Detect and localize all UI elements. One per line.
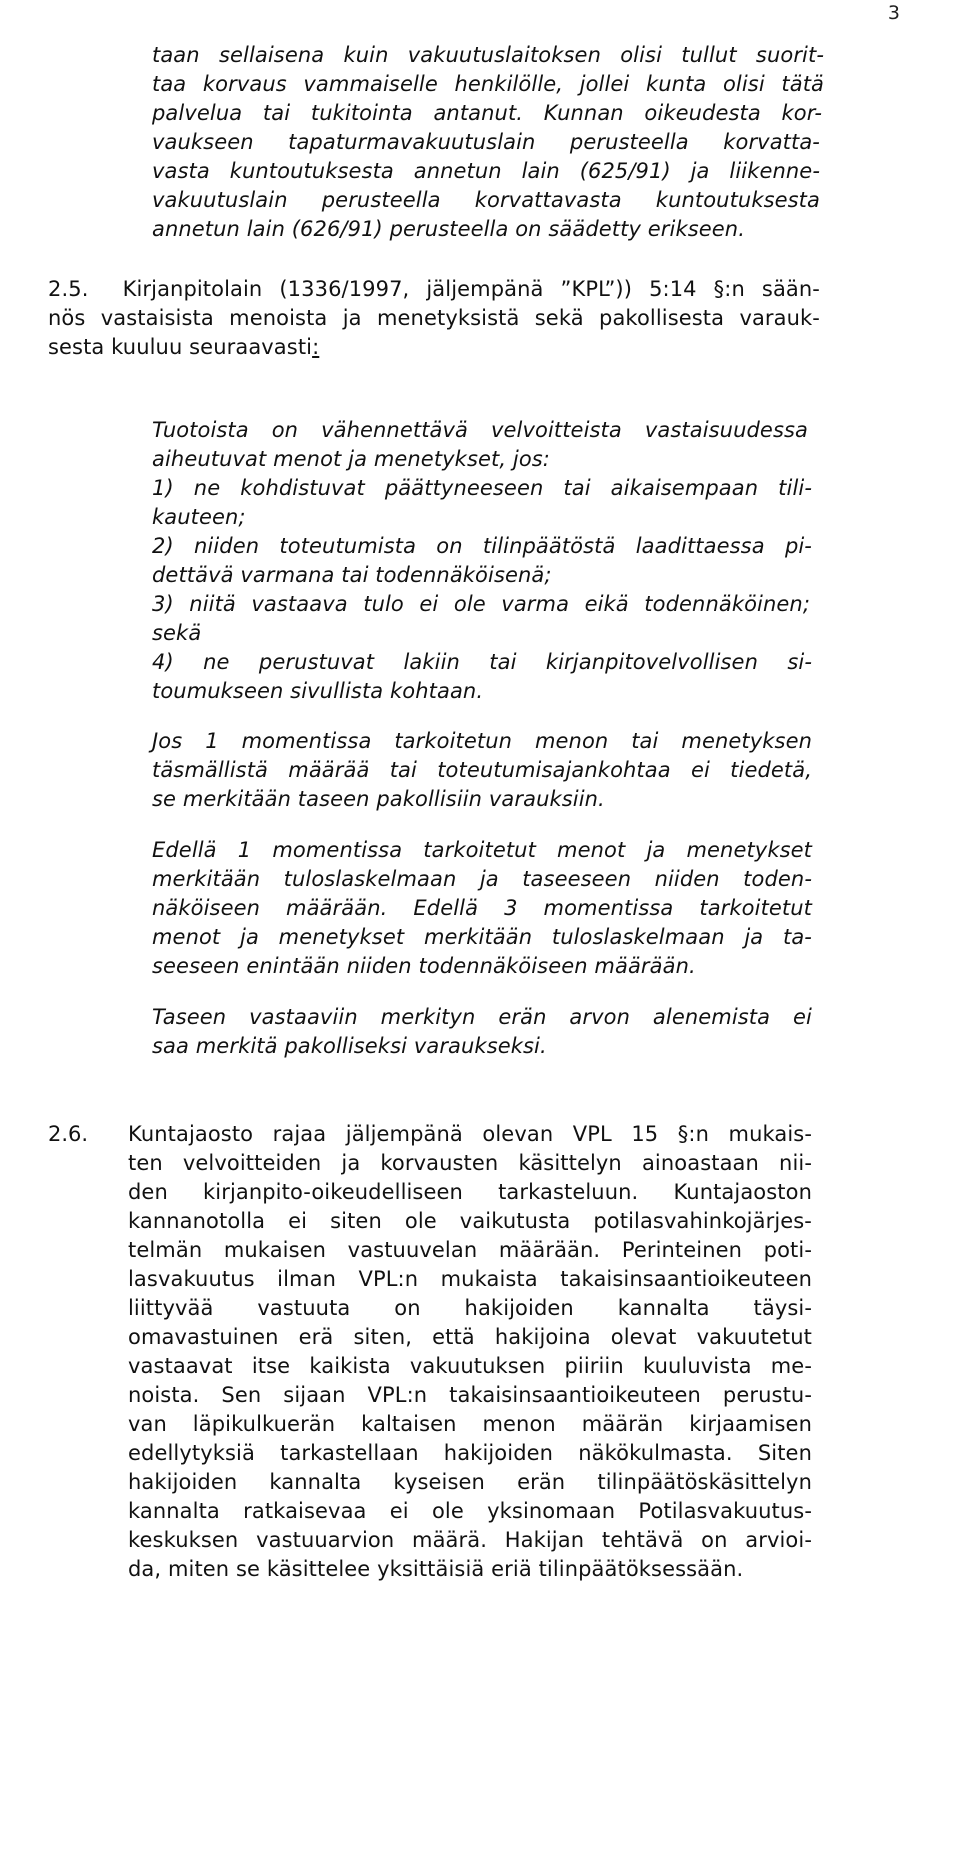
section-2-6-line: ten velvoitteiden ja korvausten käsittelyn ainoastaan nii- xyxy=(128,1151,812,1175)
page-number: 3 xyxy=(887,2,900,24)
intro-line: annetun lain (626/91) perusteella on säädetty erikseen. xyxy=(152,217,745,241)
section-2-6-line: hakijoiden kannalta kyseisen erän tilinpäätöskäsittelyn xyxy=(128,1470,812,1494)
quote-line: dettävä varmana tai todennäköisenä; xyxy=(152,563,552,587)
quote-line: Jos 1 momentissa tarkoitetun menon tai menetyksen xyxy=(152,729,812,753)
section-2-5-line: nös vastaisista menoista ja menetyksistä sekä pakollisesta varauk- xyxy=(48,306,820,330)
section-number: 2.6. xyxy=(48,1122,89,1146)
quote-line: aiheutuvat menot ja menetykset, jos: xyxy=(152,447,550,471)
quote-line: sekä xyxy=(152,621,202,645)
section-2-5-line xyxy=(48,333,319,361)
section-2-6-line: vastaavat itse kaikista vakuutuksen piiriin kuuluvista me- xyxy=(128,1354,812,1378)
intro-line: taan sellaisena kuin vakuutuslaitoksen olisi tullut suorit- xyxy=(152,43,824,67)
quote-line: menot ja menetykset merkitään tuloslaskelmaan ja ta- xyxy=(152,925,812,949)
section-2-6-line: kannanotolla ei siten ole vaikutusta potilasvahinkojärjes- xyxy=(128,1209,812,1233)
section-number: 2.5. xyxy=(48,277,89,301)
section-2-6-line: liittyvää vastuuta on hakijoiden kannalta täysi- xyxy=(128,1296,812,1320)
quote-line: merkitään tuloslaskelmaan ja taseeseen niiden toden- xyxy=(152,867,812,891)
section-2-6-line: den kirjanpito-oikeudelliseen tarkasteluun. Kuntajaoston xyxy=(128,1180,812,1204)
section-2-6-line: noista. Sen sijaan VPL:n takaisinsaantioikeuteen perustu- xyxy=(128,1383,812,1407)
quote-line: seeseen enintään niiden todennäköiseen määrään. xyxy=(152,954,696,978)
quote-line: Edellä 1 momentissa tarkoitetut menot ja menetykset xyxy=(152,838,812,862)
section-2-6-line: van läpikulkuerän kaltaisen menon määrän kirjaamisen xyxy=(128,1412,812,1436)
section-2-6-line: lasvakuutus ilman VPL:n mukaista takaisinsaantioikeuteen xyxy=(128,1267,812,1291)
quote-line: Tuotoista on vähennettävä velvoitteista vastaisuudessa xyxy=(152,418,808,442)
section-2-6-line: da, miten se käsittelee yksittäisiä eriä tilinpäätöksessään. xyxy=(128,1557,744,1581)
quote-line: 1) ne kohdistuvat päättyneeseen tai aikaisempaan tili- xyxy=(152,476,812,500)
quote-line: toumukseen sivullista kohtaan. xyxy=(152,679,484,703)
quote-line: saa merkitä pakolliseksi varaukseksi. xyxy=(152,1034,547,1058)
quote-line: Taseen vastaaviin merkityn erän arvon alenemista ei xyxy=(152,1005,812,1029)
section-2-6-line: kannalta ratkaisevaa ei ole yksinomaan Potilasvakuutus- xyxy=(128,1499,812,1523)
quote-line: täsmällistä määrää tai toteutumisajankohtaa ei tiedetä, xyxy=(152,758,812,782)
section-2-6-line: telmän mukaisen vastuuvelan määrään. Perinteinen poti- xyxy=(128,1238,812,1262)
intro-line: vasta kuntoutuksesta annetun lain (625/91) ja liikenne- xyxy=(152,159,820,183)
intro-line: vaukseen tapaturmavakuutuslain perusteella korvatta- xyxy=(152,130,820,154)
quote-line: 3) niitä vastaava tulo ei ole varma eikä todennäköinen; xyxy=(152,592,810,616)
section-2-6-line: edellytyksiä tarkastellaan hakijoiden näkökulmasta. Siten xyxy=(128,1441,812,1465)
intro-line: palvelua tai tukitointa antanut. Kunnan oikeudesta kor- xyxy=(152,101,822,125)
quote-line: 4) ne perustuvat lakiin tai kirjanpitovelvollisen si- xyxy=(152,650,812,674)
colon-mark: : xyxy=(312,335,320,359)
section-text: sesta kuuluu seuraavasti xyxy=(48,335,313,359)
section-2-6-line: keskuksen vastuuarvion määrä. Hakijan tehtävä on arvioi- xyxy=(128,1528,812,1552)
quote-line: se merkitään taseen pakollisiin varauksiin. xyxy=(152,787,605,811)
section-2-6-line: Kuntajaosto rajaa jäljempänä olevan VPL 15 §:n mukais- xyxy=(128,1122,812,1146)
quote-line: 2) niiden toteutumista on tilinpäätöstä laadittaessa pi- xyxy=(152,534,812,558)
quote-line: kauteen; xyxy=(152,505,246,529)
section-2-5-line-1 xyxy=(48,275,820,303)
intro-line: taa korvaus vammaiselle henkilölle, jollei kunta olisi tätä xyxy=(152,72,824,96)
intro-line: vakuutuslain perusteella korvattavasta kuntoutuksesta xyxy=(152,188,820,212)
quote-line: näköiseen määrään. Edellä 3 momentissa tarkoitetut xyxy=(152,896,812,920)
section-text: Kirjanpitolain (1336/1997, jäljempänä ”KPL”)) 5:14 §:n sään- xyxy=(122,277,820,301)
section-2-6-line: omavastuinen erä siten, että hakijoina olevat vakuutetut xyxy=(128,1325,812,1349)
